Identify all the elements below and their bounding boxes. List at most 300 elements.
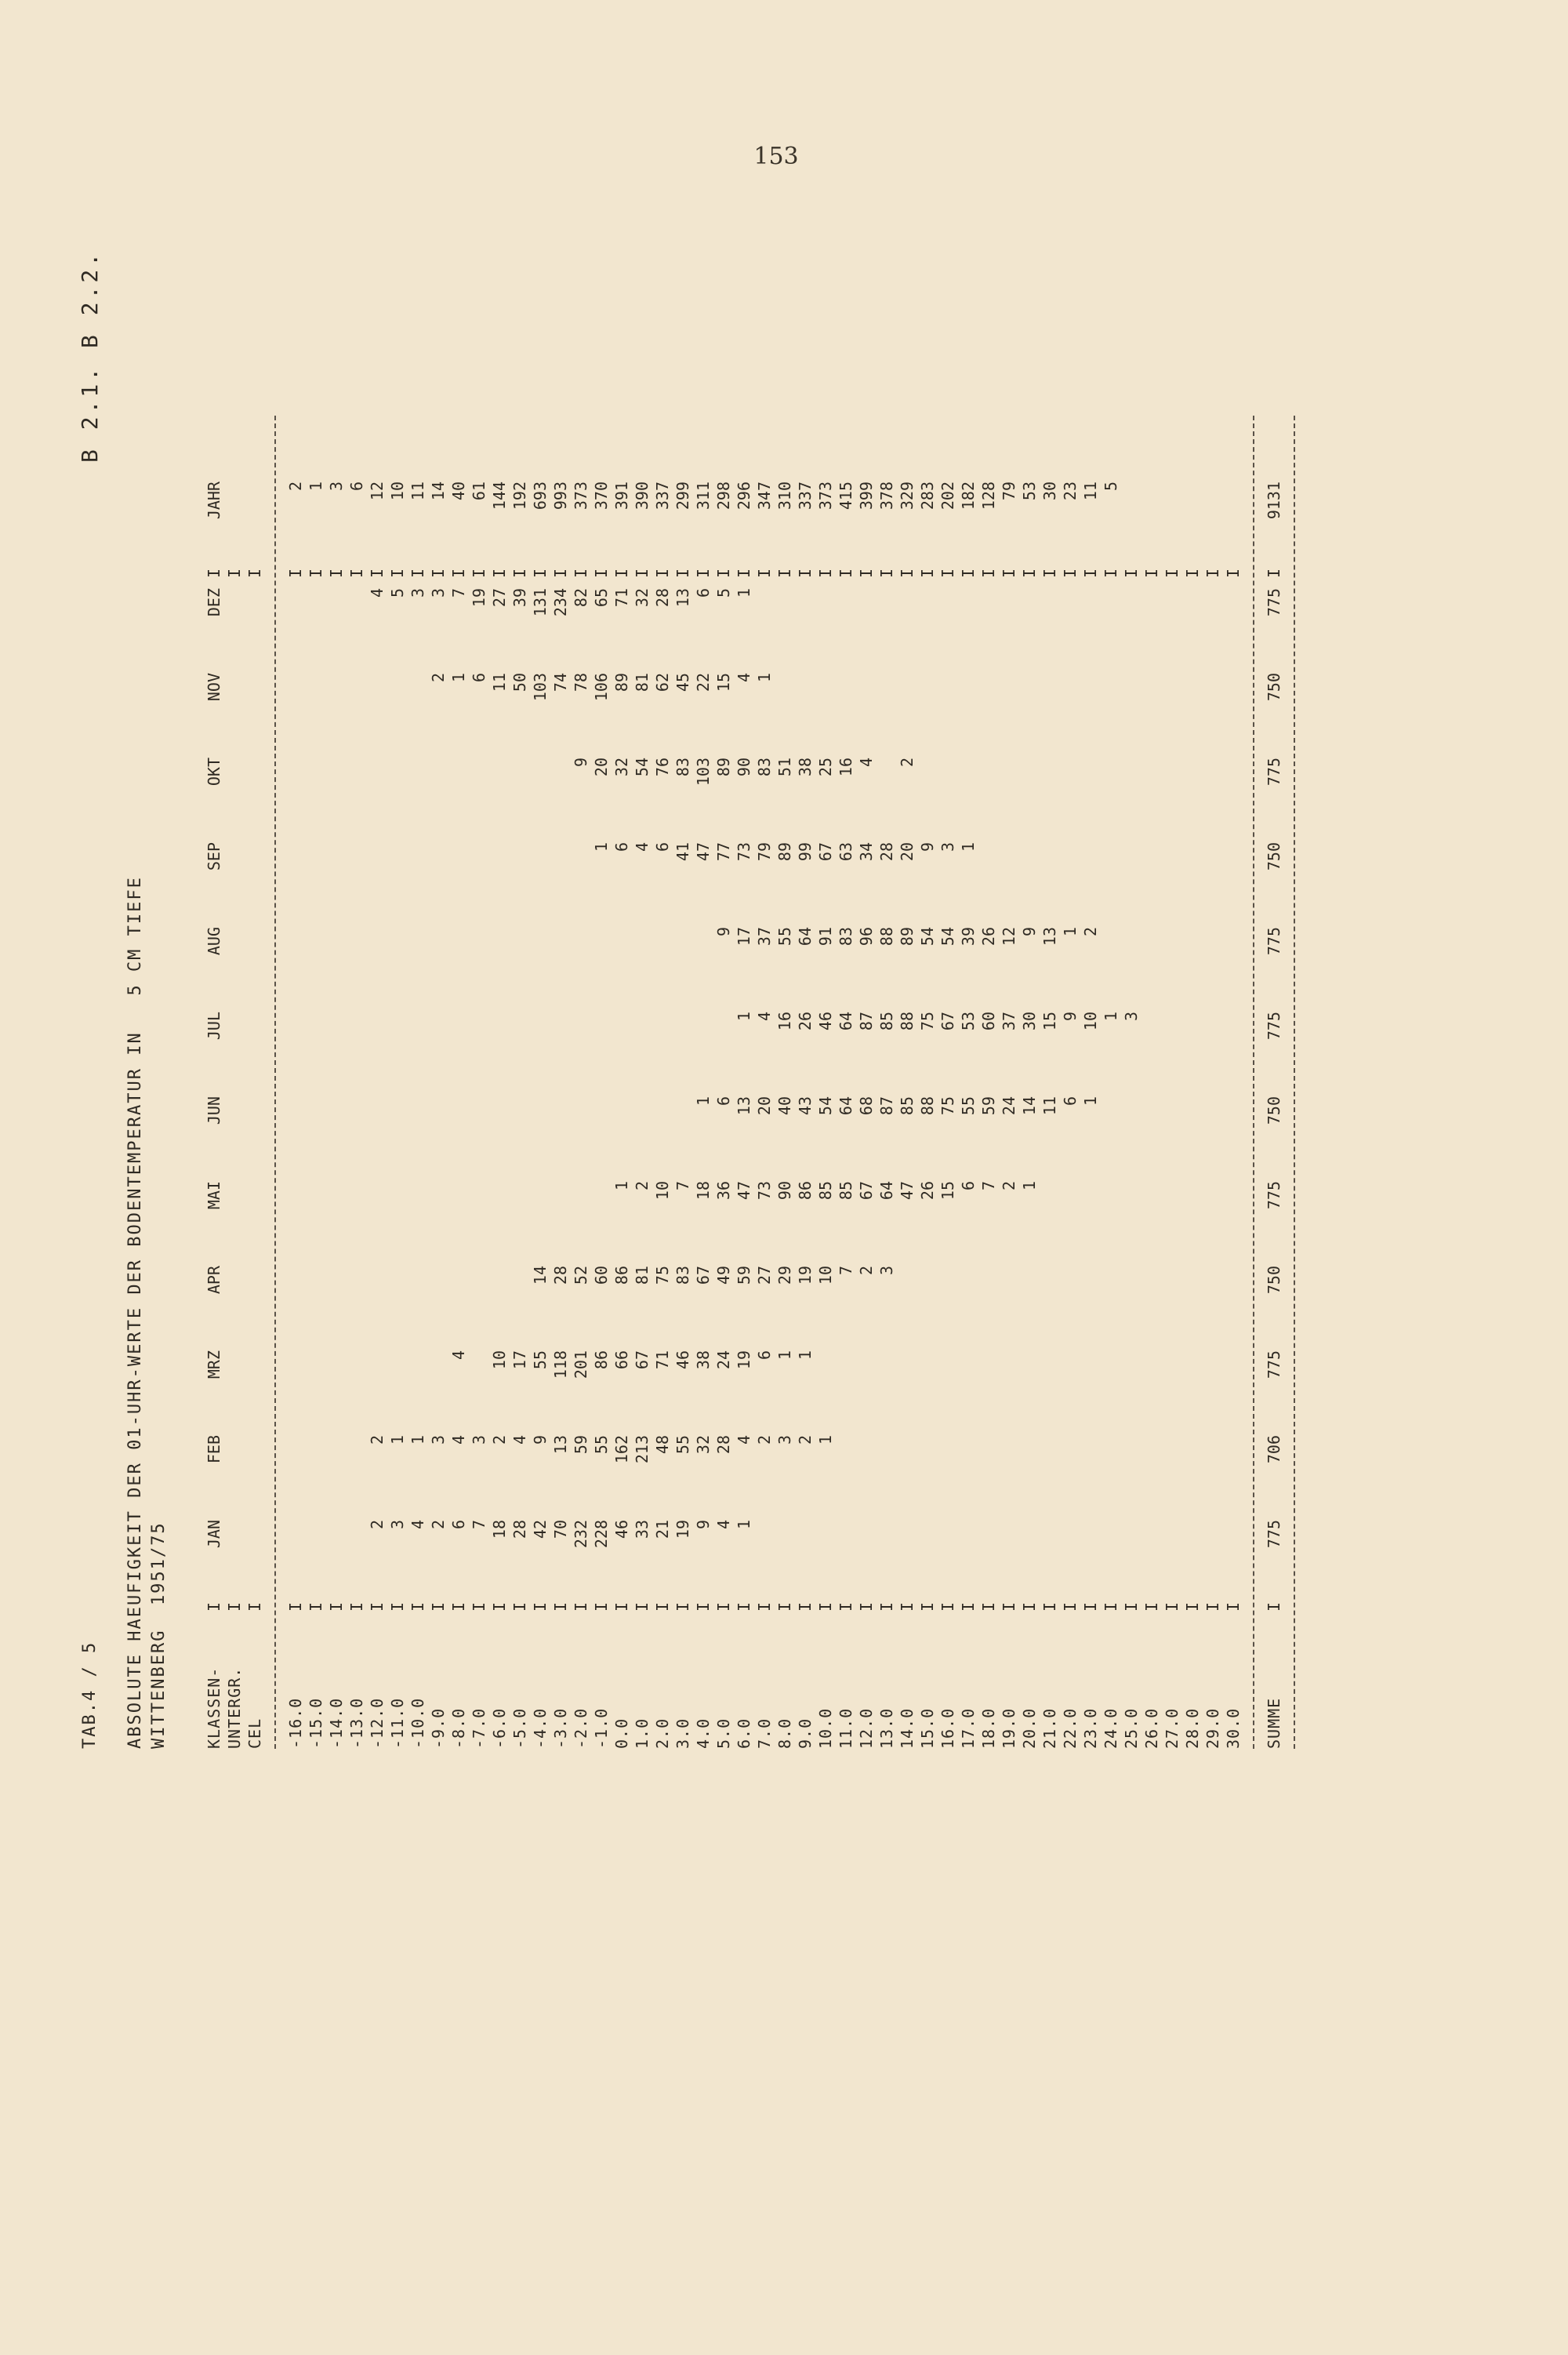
column-separator: I — [347, 1601, 366, 1612]
column-separator: I — [1040, 1601, 1059, 1612]
table-row — [612, 353, 632, 1749]
table-row — [856, 353, 877, 1749]
month-count-cell: 6 — [959, 1181, 978, 1191]
month-count-cell: 201 — [572, 1350, 590, 1379]
month-count-cell: 118 — [551, 1350, 570, 1379]
month-count-cell: 83 — [755, 758, 774, 777]
year-total-cell: 378 — [877, 482, 896, 511]
month-count-cell: 1 — [959, 842, 978, 852]
month-count-cell: 89 — [898, 927, 916, 947]
column-separator: I — [857, 1601, 876, 1612]
summe-month-total: 775 — [1265, 1181, 1283, 1210]
table-title: ABSOLUTE HAEUFIGKEIT DER 01-UHR-WERTE DER BODENTEMPERATUR IN 5 CM TIEFE — [125, 876, 145, 1749]
summe-month-total: 775 — [1265, 588, 1283, 617]
column-separator: I — [1224, 1601, 1243, 1612]
month-count-cell: 74 — [551, 673, 570, 692]
column-separator: I — [959, 1601, 978, 1612]
year-total-cell: 14 — [429, 482, 448, 501]
month-count-cell: 38 — [796, 758, 815, 777]
month-count-cell: 2 — [1000, 1181, 1018, 1191]
column-separator: I — [225, 1601, 244, 1612]
month-count-cell: 19 — [470, 588, 488, 608]
month-count-cell: 89 — [612, 673, 631, 692]
year-total-cell: 30 — [1040, 482, 1059, 501]
month-count-cell: 7 — [673, 1181, 692, 1191]
column-separator: I — [1040, 568, 1059, 579]
summary-divider — [1253, 416, 1254, 1749]
page-number: 153 — [753, 143, 799, 170]
month-count-cell: 86 — [592, 1350, 611, 1370]
month-count-cell: 232 — [572, 1520, 590, 1549]
column-separator: I — [673, 1601, 692, 1612]
column-separator: I — [510, 1601, 529, 1612]
column-separator: I — [837, 1601, 855, 1612]
summe-month-total: 775 — [1265, 1520, 1283, 1549]
column-separator: I — [1081, 1601, 1100, 1612]
month-count-cell: 59 — [735, 1266, 753, 1285]
month-count-cell: 6 — [1061, 1096, 1080, 1107]
column-separator: I — [429, 568, 448, 579]
month-count-cell: 6 — [653, 842, 672, 852]
month-count-cell: 2 — [368, 1435, 387, 1445]
table-row — [734, 353, 754, 1749]
month-count-cell: 24 — [714, 1350, 733, 1370]
table-row — [428, 353, 448, 1749]
table-row — [285, 353, 306, 1749]
month-count-cell: 78 — [572, 673, 590, 692]
year-total-cell: 298 — [714, 482, 733, 511]
month-count-cell: 4 — [755, 1012, 774, 1022]
column-separator: I — [307, 568, 325, 579]
month-count-cell: 86 — [612, 1266, 631, 1285]
column-separator: I — [307, 1601, 325, 1612]
month-count-cell: 14 — [1020, 1096, 1039, 1116]
month-count-cell: 67 — [694, 1266, 713, 1285]
class-lower-bound: -12.0 — [368, 1697, 387, 1749]
class-lower-bound: 16.0 — [938, 1707, 957, 1749]
column-separator: I — [694, 1601, 713, 1612]
month-count-cell: 27 — [490, 588, 509, 608]
month-count-cell: 7 — [837, 1266, 855, 1276]
month-count-cell: 3 — [775, 1435, 794, 1445]
column-separator: I — [286, 1601, 305, 1612]
column-separator: I — [898, 1601, 916, 1612]
class-lower-bound: 13.0 — [877, 1707, 896, 1749]
summe-month-total: 775 — [1265, 927, 1283, 956]
column-header-okt: OKT — [205, 758, 223, 787]
month-count-cell: 40 — [775, 1096, 794, 1116]
class-lower-bound: 3.0 — [673, 1717, 692, 1749]
year-total-cell: 192 — [510, 482, 529, 511]
month-count-cell: 38 — [694, 1350, 713, 1370]
column-header-jan: JAN — [205, 1520, 223, 1549]
year-total-cell: 12 — [368, 482, 387, 501]
month-count-cell: 29 — [775, 1266, 794, 1285]
month-count-cell: 2 — [898, 758, 916, 768]
month-count-cell: 13 — [735, 1096, 753, 1116]
header-divider — [274, 416, 276, 1749]
month-count-cell: 20 — [592, 758, 611, 777]
summe-month-total: 775 — [1265, 1350, 1283, 1379]
month-count-cell: 67 — [816, 842, 835, 862]
class-lower-bound: -7.0 — [470, 1707, 488, 1749]
column-separator: I — [531, 568, 550, 579]
column-separator: I — [592, 1601, 611, 1612]
month-count-cell: 90 — [735, 758, 753, 777]
month-count-cell: 4 — [449, 1435, 468, 1445]
month-count-cell: 10 — [816, 1266, 835, 1285]
class-header-label: UNTERGR. — [225, 1666, 244, 1749]
column-separator: I — [918, 568, 937, 579]
month-count-cell: 1 — [735, 1520, 753, 1530]
table-row — [347, 353, 367, 1749]
month-count-cell: 28 — [877, 842, 896, 862]
month-count-cell: 4 — [408, 1520, 427, 1530]
month-count-cell: 26 — [918, 1181, 937, 1201]
month-count-cell: 99 — [796, 842, 815, 862]
month-count-cell: 1 — [694, 1096, 713, 1107]
year-total-cell: 2 — [286, 482, 305, 492]
column-header-sep: SEP — [205, 842, 223, 871]
year-total-cell: 391 — [612, 482, 631, 511]
table-row — [550, 353, 571, 1749]
column-separator: I — [755, 1601, 774, 1612]
column-separator: I — [775, 568, 794, 579]
year-total-cell: 202 — [938, 482, 957, 511]
month-count-cell: 19 — [796, 1266, 815, 1285]
year-total-cell: 347 — [755, 482, 774, 511]
month-count-cell: 10 — [653, 1181, 672, 1201]
year-total-cell: 61 — [470, 482, 488, 501]
column-separator: I — [327, 568, 346, 579]
column-separator: I — [551, 568, 570, 579]
station-period: WITTENBERG 1951/75 — [149, 1521, 169, 1749]
column-separator: I — [796, 1601, 815, 1612]
column-separator: I — [205, 1601, 223, 1612]
year-total-cell: 11 — [408, 482, 427, 501]
class-lower-bound: 15.0 — [918, 1707, 937, 1749]
year-total-cell: 370 — [592, 482, 611, 511]
year-total-cell: 23 — [1061, 482, 1080, 501]
column-separator: I — [1122, 1601, 1141, 1612]
column-separator: I — [653, 1601, 672, 1612]
month-count-cell: 15 — [714, 673, 733, 692]
month-count-cell: 21 — [653, 1520, 672, 1539]
month-count-cell: 60 — [979, 1012, 998, 1031]
column-separator: I — [633, 1601, 652, 1612]
month-count-cell: 73 — [735, 842, 753, 862]
class-lower-bound: -16.0 — [286, 1697, 305, 1749]
month-count-cell: 54 — [816, 1096, 835, 1116]
month-count-cell: 2 — [633, 1181, 652, 1191]
year-total-cell: 399 — [857, 482, 876, 511]
month-count-cell: 30 — [1020, 1012, 1039, 1031]
reference-code: B 2.1. B 2.2. — [77, 249, 103, 463]
month-count-cell: 55 — [775, 927, 794, 947]
year-total-cell: 299 — [673, 482, 692, 511]
month-count-cell: 7 — [470, 1520, 488, 1530]
class-lower-bound: -8.0 — [449, 1707, 468, 1749]
month-count-cell: 46 — [612, 1520, 631, 1539]
table-row — [917, 353, 938, 1749]
month-count-cell: 45 — [673, 673, 692, 692]
class-lower-bound: -5.0 — [510, 1707, 529, 1749]
summe-year-total: 9131 — [1265, 482, 1283, 520]
month-count-cell: 1 — [755, 673, 774, 683]
month-count-cell: 88 — [918, 1096, 937, 1116]
month-count-cell: 60 — [592, 1266, 611, 1285]
column-separator: I — [1163, 568, 1181, 579]
month-count-cell: 83 — [837, 927, 855, 947]
table-row — [632, 353, 652, 1749]
year-total-cell: 182 — [959, 482, 978, 511]
class-lower-bound: 8.0 — [775, 1717, 794, 1749]
month-count-cell: 88 — [898, 1012, 916, 1031]
month-count-cell: 4 — [449, 1350, 468, 1361]
month-count-cell: 103 — [531, 673, 550, 702]
year-total-cell: 11 — [1081, 482, 1100, 501]
month-count-cell: 3 — [877, 1266, 896, 1276]
column-header-jul: JUL — [205, 1012, 223, 1041]
column-header-aug: AUG — [205, 927, 223, 956]
class-lower-bound: 24.0 — [1102, 1707, 1120, 1749]
month-count-cell: 12 — [1000, 927, 1018, 947]
column-separator: I — [1102, 568, 1120, 579]
year-total-cell: 311 — [694, 482, 713, 511]
month-count-cell: 20 — [755, 1096, 774, 1116]
column-separator: I — [1183, 568, 1202, 579]
class-lower-bound: -15.0 — [307, 1697, 325, 1749]
column-separator: I — [286, 568, 305, 579]
summe-month-total: 750 — [1265, 1266, 1283, 1295]
month-count-cell: 3 — [938, 842, 957, 852]
table-row — [1080, 353, 1101, 1749]
class-lower-bound: -11.0 — [388, 1697, 407, 1749]
class-lower-bound: 6.0 — [735, 1717, 753, 1749]
column-separator: I — [510, 568, 529, 579]
month-count-cell: 67 — [857, 1181, 876, 1201]
month-count-cell: 6 — [449, 1520, 468, 1530]
column-separator: I — [368, 1601, 387, 1612]
table-row — [448, 353, 469, 1749]
column-separator: I — [775, 1601, 794, 1612]
class-lower-bound: 5.0 — [714, 1717, 733, 1749]
month-count-cell: 79 — [755, 842, 774, 862]
month-count-cell: 52 — [572, 1266, 590, 1285]
month-count-cell: 3 — [429, 588, 448, 598]
month-count-cell: 1 — [1081, 1096, 1100, 1107]
month-count-cell: 28 — [653, 588, 672, 608]
class-lower-bound: 7.0 — [755, 1717, 774, 1749]
month-count-cell: 75 — [653, 1266, 672, 1285]
table-row — [387, 353, 408, 1749]
column-separator: I — [673, 568, 692, 579]
month-count-cell: 51 — [775, 758, 794, 777]
year-total-cell: 10 — [388, 482, 407, 501]
month-count-cell: 2 — [368, 1520, 387, 1530]
column-separator: I — [857, 568, 876, 579]
class-lower-bound: 20.0 — [1020, 1707, 1039, 1749]
column-separator: I — [572, 1601, 590, 1612]
column-separator: I — [653, 568, 672, 579]
month-count-cell: 9 — [918, 842, 937, 852]
table-row — [1019, 353, 1040, 1749]
month-count-cell: 42 — [531, 1520, 550, 1539]
table-row — [1040, 353, 1060, 1749]
class-lower-bound: 4.0 — [694, 1717, 713, 1749]
month-count-cell: 55 — [592, 1435, 611, 1455]
class-lower-bound: -13.0 — [347, 1697, 366, 1749]
column-separator: I — [877, 1601, 896, 1612]
month-count-cell: 86 — [796, 1181, 815, 1201]
month-count-cell: 4 — [735, 673, 753, 683]
month-count-cell: 9 — [572, 758, 590, 768]
class-lower-bound: 25.0 — [1122, 1707, 1141, 1749]
month-count-cell: 64 — [837, 1096, 855, 1116]
month-count-cell: 55 — [531, 1350, 550, 1370]
month-count-cell: 75 — [918, 1012, 937, 1031]
column-separator: I — [979, 1601, 998, 1612]
month-count-cell: 64 — [877, 1181, 896, 1201]
table-row — [1101, 353, 1121, 1749]
header-row — [224, 353, 245, 1749]
column-separator: I — [470, 1601, 488, 1612]
column-separator: I — [388, 1601, 407, 1612]
column-separator: I — [205, 568, 223, 579]
month-count-cell: 162 — [612, 1435, 631, 1464]
class-lower-bound: -1.0 — [592, 1707, 611, 1749]
column-header-jahr: JAHR — [205, 482, 223, 520]
month-count-cell: 67 — [938, 1012, 957, 1031]
month-count-cell: 4 — [510, 1435, 529, 1445]
class-header-label: KLASSEN- — [205, 1666, 223, 1749]
column-header-apr: APR — [205, 1266, 223, 1295]
year-total-cell: 693 — [531, 482, 550, 511]
month-count-cell: 37 — [1000, 1012, 1018, 1031]
column-header-dez: DEZ — [205, 588, 223, 617]
column-separator: I — [938, 568, 957, 579]
month-count-cell: 16 — [775, 1012, 794, 1031]
column-separator: I — [327, 1601, 346, 1612]
month-count-cell: 55 — [959, 1096, 978, 1116]
month-count-cell: 49 — [714, 1266, 733, 1285]
table-row — [673, 353, 693, 1749]
class-header-label: CEL — [245, 1717, 264, 1749]
month-count-cell: 50 — [510, 673, 529, 692]
class-lower-bound: 23.0 — [1081, 1707, 1100, 1749]
class-lower-bound: -3.0 — [551, 1707, 570, 1749]
table-row — [978, 353, 999, 1749]
month-count-cell: 234 — [551, 588, 570, 617]
year-total-cell: 283 — [918, 482, 937, 511]
year-total-cell: 144 — [490, 482, 509, 511]
summe-month-total: 775 — [1265, 758, 1283, 787]
column-separator: I — [408, 1601, 427, 1612]
column-separator: I — [633, 568, 652, 579]
table-row — [306, 353, 326, 1749]
bottom-divider — [1294, 416, 1295, 1749]
column-separator: I — [1183, 1601, 1202, 1612]
month-count-cell: 85 — [837, 1181, 855, 1201]
table-row — [815, 353, 836, 1749]
column-separator: I — [1102, 1601, 1120, 1612]
column-separator: I — [755, 568, 774, 579]
month-count-cell: 4 — [368, 588, 387, 598]
column-separator: I — [1142, 1601, 1161, 1612]
column-separator: I — [1061, 568, 1080, 579]
column-header-mai: MAI — [205, 1181, 223, 1210]
month-count-cell: 28 — [510, 1520, 529, 1539]
month-count-cell: 6 — [694, 588, 713, 598]
month-count-cell: 43 — [796, 1096, 815, 1116]
column-separator: I — [816, 568, 835, 579]
month-count-cell: 64 — [837, 1012, 855, 1031]
month-count-cell: 17 — [510, 1350, 529, 1370]
class-lower-bound: 27.0 — [1163, 1707, 1181, 1749]
table-row — [795, 353, 815, 1749]
month-count-cell: 14 — [531, 1266, 550, 1285]
month-count-cell: 13 — [1040, 927, 1059, 947]
summe-month-total: 750 — [1265, 842, 1283, 871]
column-separator: I — [1203, 568, 1222, 579]
month-count-cell: 19 — [673, 1520, 692, 1539]
month-count-cell: 66 — [612, 1350, 631, 1370]
table-row — [713, 353, 734, 1749]
month-count-cell: 2 — [755, 1435, 774, 1445]
month-count-cell: 54 — [918, 927, 937, 947]
month-count-cell: 54 — [938, 927, 957, 947]
month-count-cell: 1 — [735, 588, 753, 598]
month-count-cell: 2 — [429, 1520, 448, 1530]
year-total-cell: 79 — [1000, 482, 1018, 501]
month-count-cell: 2 — [796, 1435, 815, 1445]
month-count-cell: 85 — [816, 1181, 835, 1201]
month-count-cell: 6 — [755, 1350, 774, 1361]
month-count-cell: 59 — [572, 1435, 590, 1455]
month-count-cell: 81 — [633, 673, 652, 692]
month-count-cell: 24 — [1000, 1096, 1018, 1116]
column-separator: I — [612, 1601, 631, 1612]
month-count-cell: 3 — [1122, 1012, 1141, 1022]
table-row — [1223, 353, 1243, 1749]
month-count-cell: 11 — [1040, 1096, 1059, 1116]
table-row — [367, 353, 387, 1749]
table-row — [1060, 353, 1080, 1749]
month-count-cell: 3 — [470, 1435, 488, 1445]
month-count-cell: 1 — [796, 1350, 815, 1361]
year-total-cell: 993 — [551, 482, 570, 511]
month-count-cell: 46 — [673, 1350, 692, 1370]
month-count-cell: 3 — [429, 1435, 448, 1445]
table-row — [775, 353, 795, 1749]
month-count-cell: 41 — [673, 842, 692, 862]
month-count-cell: 77 — [714, 842, 733, 862]
column-separator: I — [796, 568, 815, 579]
column-separator: I — [1020, 1601, 1039, 1612]
year-total-cell: 5 — [1102, 482, 1120, 492]
month-count-cell: 26 — [796, 1012, 815, 1031]
month-count-cell: 1 — [408, 1435, 427, 1445]
class-lower-bound: -9.0 — [429, 1707, 448, 1749]
summe-month-total: 775 — [1265, 1012, 1283, 1041]
column-separator: I — [1000, 568, 1018, 579]
month-count-cell: 26 — [979, 927, 998, 947]
table-row — [326, 353, 347, 1749]
column-separator: I — [898, 568, 916, 579]
class-lower-bound: -6.0 — [490, 1707, 509, 1749]
month-count-cell: 3 — [388, 1520, 407, 1530]
column-separator: I — [368, 568, 387, 579]
